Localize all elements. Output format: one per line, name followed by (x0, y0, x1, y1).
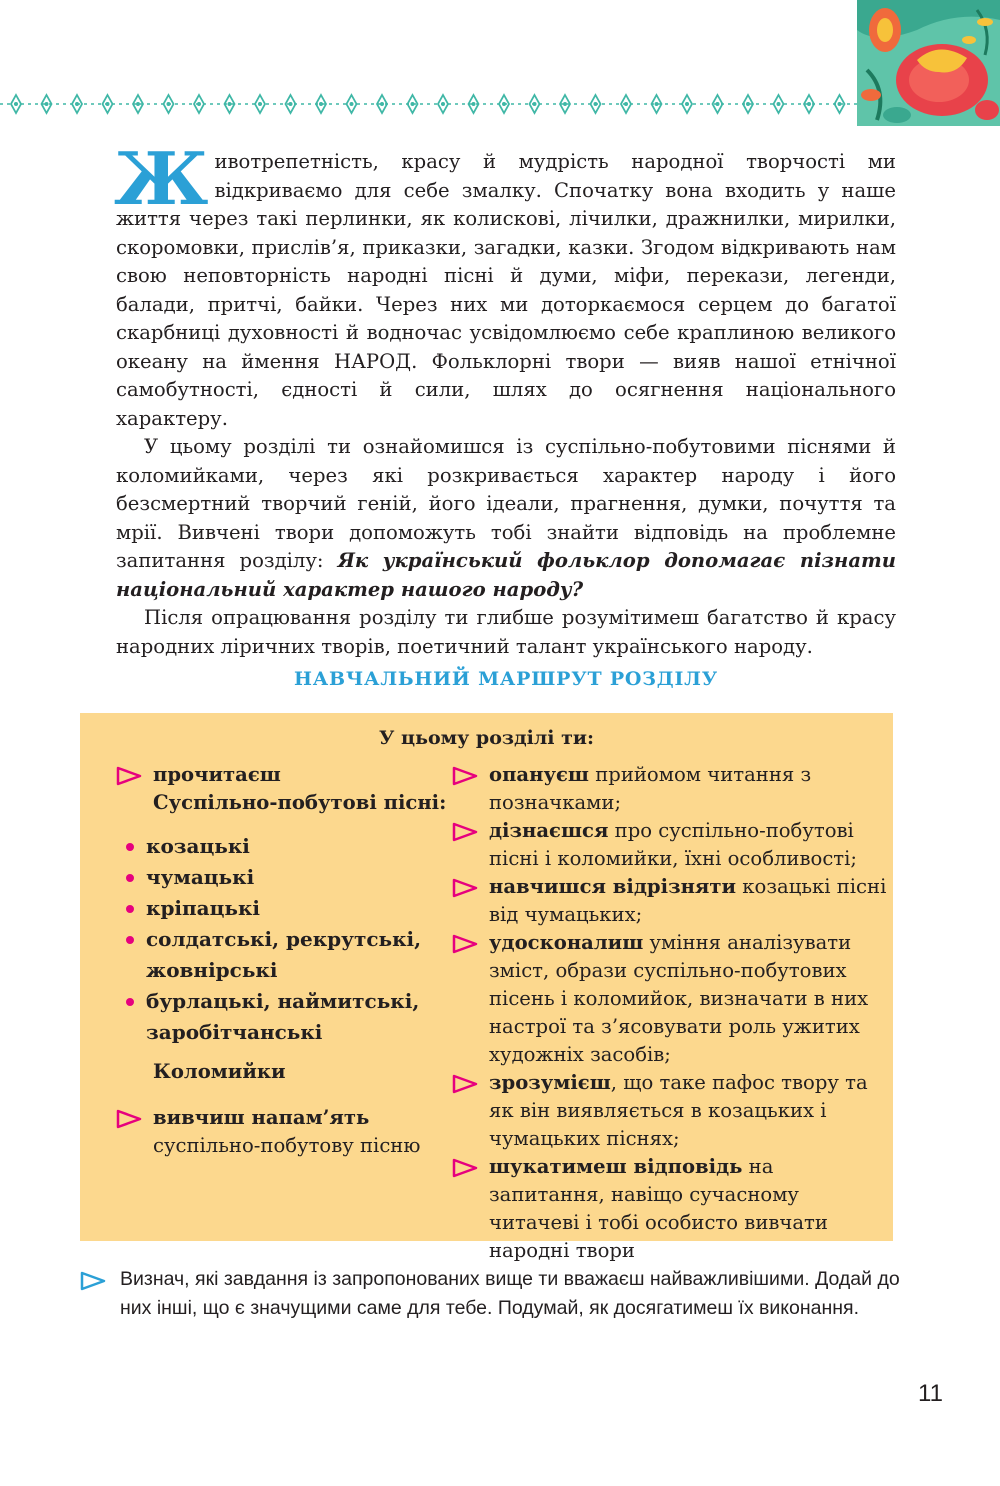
pointer-triangle-icon (452, 934, 478, 954)
route-item-memorize-verb: вивчиш напам’ять (153, 1106, 370, 1129)
bullet-dot-icon (126, 936, 134, 944)
route-left-column (116, 761, 456, 1160)
bullet-dot-icon (126, 843, 134, 851)
route-item-memorize (116, 1104, 456, 1160)
list-item: козацькі (116, 831, 456, 862)
pointer-triangle-icon (452, 1074, 478, 1094)
bullet-dot-icon (126, 874, 134, 882)
intro-text (114, 136, 896, 661)
task-block (80, 1265, 900, 1322)
pointer-triangle-icon (452, 878, 478, 898)
intro-paragraph-2 (116, 433, 896, 604)
route-right-column (452, 761, 892, 1265)
bullet-dot-icon (126, 998, 134, 1006)
pointer-triangle-icon (452, 766, 478, 786)
list-item: бурлацькі, наймитські, заробітчанські (116, 986, 456, 1048)
bullet-dot-icon (126, 905, 134, 913)
task-text: Визнач, які завдання із запропонованих вище ти вважаєш найважливішими. Додай до них інші, що є значущими саме для тебе. Подумай, як досягатимеш їх виконання. (120, 1268, 900, 1319)
list-item: солдатські, рекрутські, жовнірські (116, 924, 456, 986)
intro-paragraph-1: ивотрепетність, красу й мудрість народної творчості ми відкриваємо для себе змалку. Спочатку вона входить у наше життя через такі перлинки, як колискові, лічилки, дражнилки, мирилки, скоромовки, прислів’я, приказки, загадки, казки. Згодом відкривають нам свою неповторність народні пісні й думи, міфи, перекази, легенди, балади, притчі, байки. Через них ми доторкаємося серцем до багатої скарбниці духовності й водночас усвідомлюємо себе краплиною великого океану на ймення НАРОД. Фольклорні твори — вияв нашої етнічної самобутності, єдності й сили, шлях до осягнення національного характеру. (116, 150, 896, 430)
route-item-read (116, 761, 456, 817)
route-item-read-subtitle: Суспільно-побутові пісні: (153, 791, 447, 814)
corner-floral-painting (857, 0, 1000, 126)
route-item: шукатимеш відповідь на запитання, навіщо сучасному читачеві і тобі особисто вивчати народні твори (452, 1153, 892, 1265)
route-title: НАВЧАЛЬНИЙ МАРШРУТ РОЗДІЛУ (294, 668, 718, 690)
route-item-memorize-rest: суспільно-побутову пісню (153, 1134, 421, 1157)
pointer-triangle-icon (452, 1158, 478, 1178)
route-item: дізнаєшся про суспільно-побутові пісні і коломийки, їхні особливості; (452, 817, 892, 873)
route-item: опануєш прийомом читання з позначками; (452, 761, 892, 817)
list-item: кріпацькі (116, 893, 456, 924)
route-item-read-verb: прочитаєш (153, 763, 281, 786)
route-item: навчишся відрізняти козацькі пісні від чумацьких; (452, 873, 892, 929)
route-item: зрозумієш, що таке пафос твору та як він виявляється в козацьких і чумацьких піснях; (452, 1069, 892, 1153)
song-types-list (116, 831, 456, 1048)
list-item: чумацькі (116, 862, 456, 893)
ornament-border (0, 92, 858, 116)
route-item: удосконалиш уміння аналізувати зміст, образи суспільно-побутових пісень і коломийок, визначати в них настрої та з’ясовувати роль ужитих художніх засобів; (452, 929, 892, 1069)
kolomyiky-label: Коломийки (153, 1060, 286, 1083)
page-number: 11 (918, 1380, 943, 1407)
route-box-heading: У цьому розділі ти: (379, 727, 594, 749)
problem-question: Як український фольклор допомагає пізнати національний характер нашого народу? (116, 549, 896, 601)
route-box (80, 713, 893, 1262)
pointer-triangle-icon (452, 822, 478, 842)
pointer-triangle-icon (116, 766, 142, 786)
drop-cap: Ж (114, 136, 209, 221)
intro-paragraph-3: Після опрацювання розділу ти глибше розумітимеш багатство й красу народних ліричних творів, поетичний талант українського народу. (116, 606, 896, 658)
pointer-triangle-icon (116, 1109, 142, 1129)
intro-paragraph-2-text: У цьому розділі ти ознайомишся із суспільно-побутовими піснями й коломийками, через які розкривається характер народу і його безсмертний творчий геній, його ідеали, прагнення, думки, почуття та мрії. Вивчені твори допоможуть тобі знайти відповідь на проблемне запитання розділу: (116, 435, 896, 572)
task-pointer-icon (80, 1271, 106, 1291)
